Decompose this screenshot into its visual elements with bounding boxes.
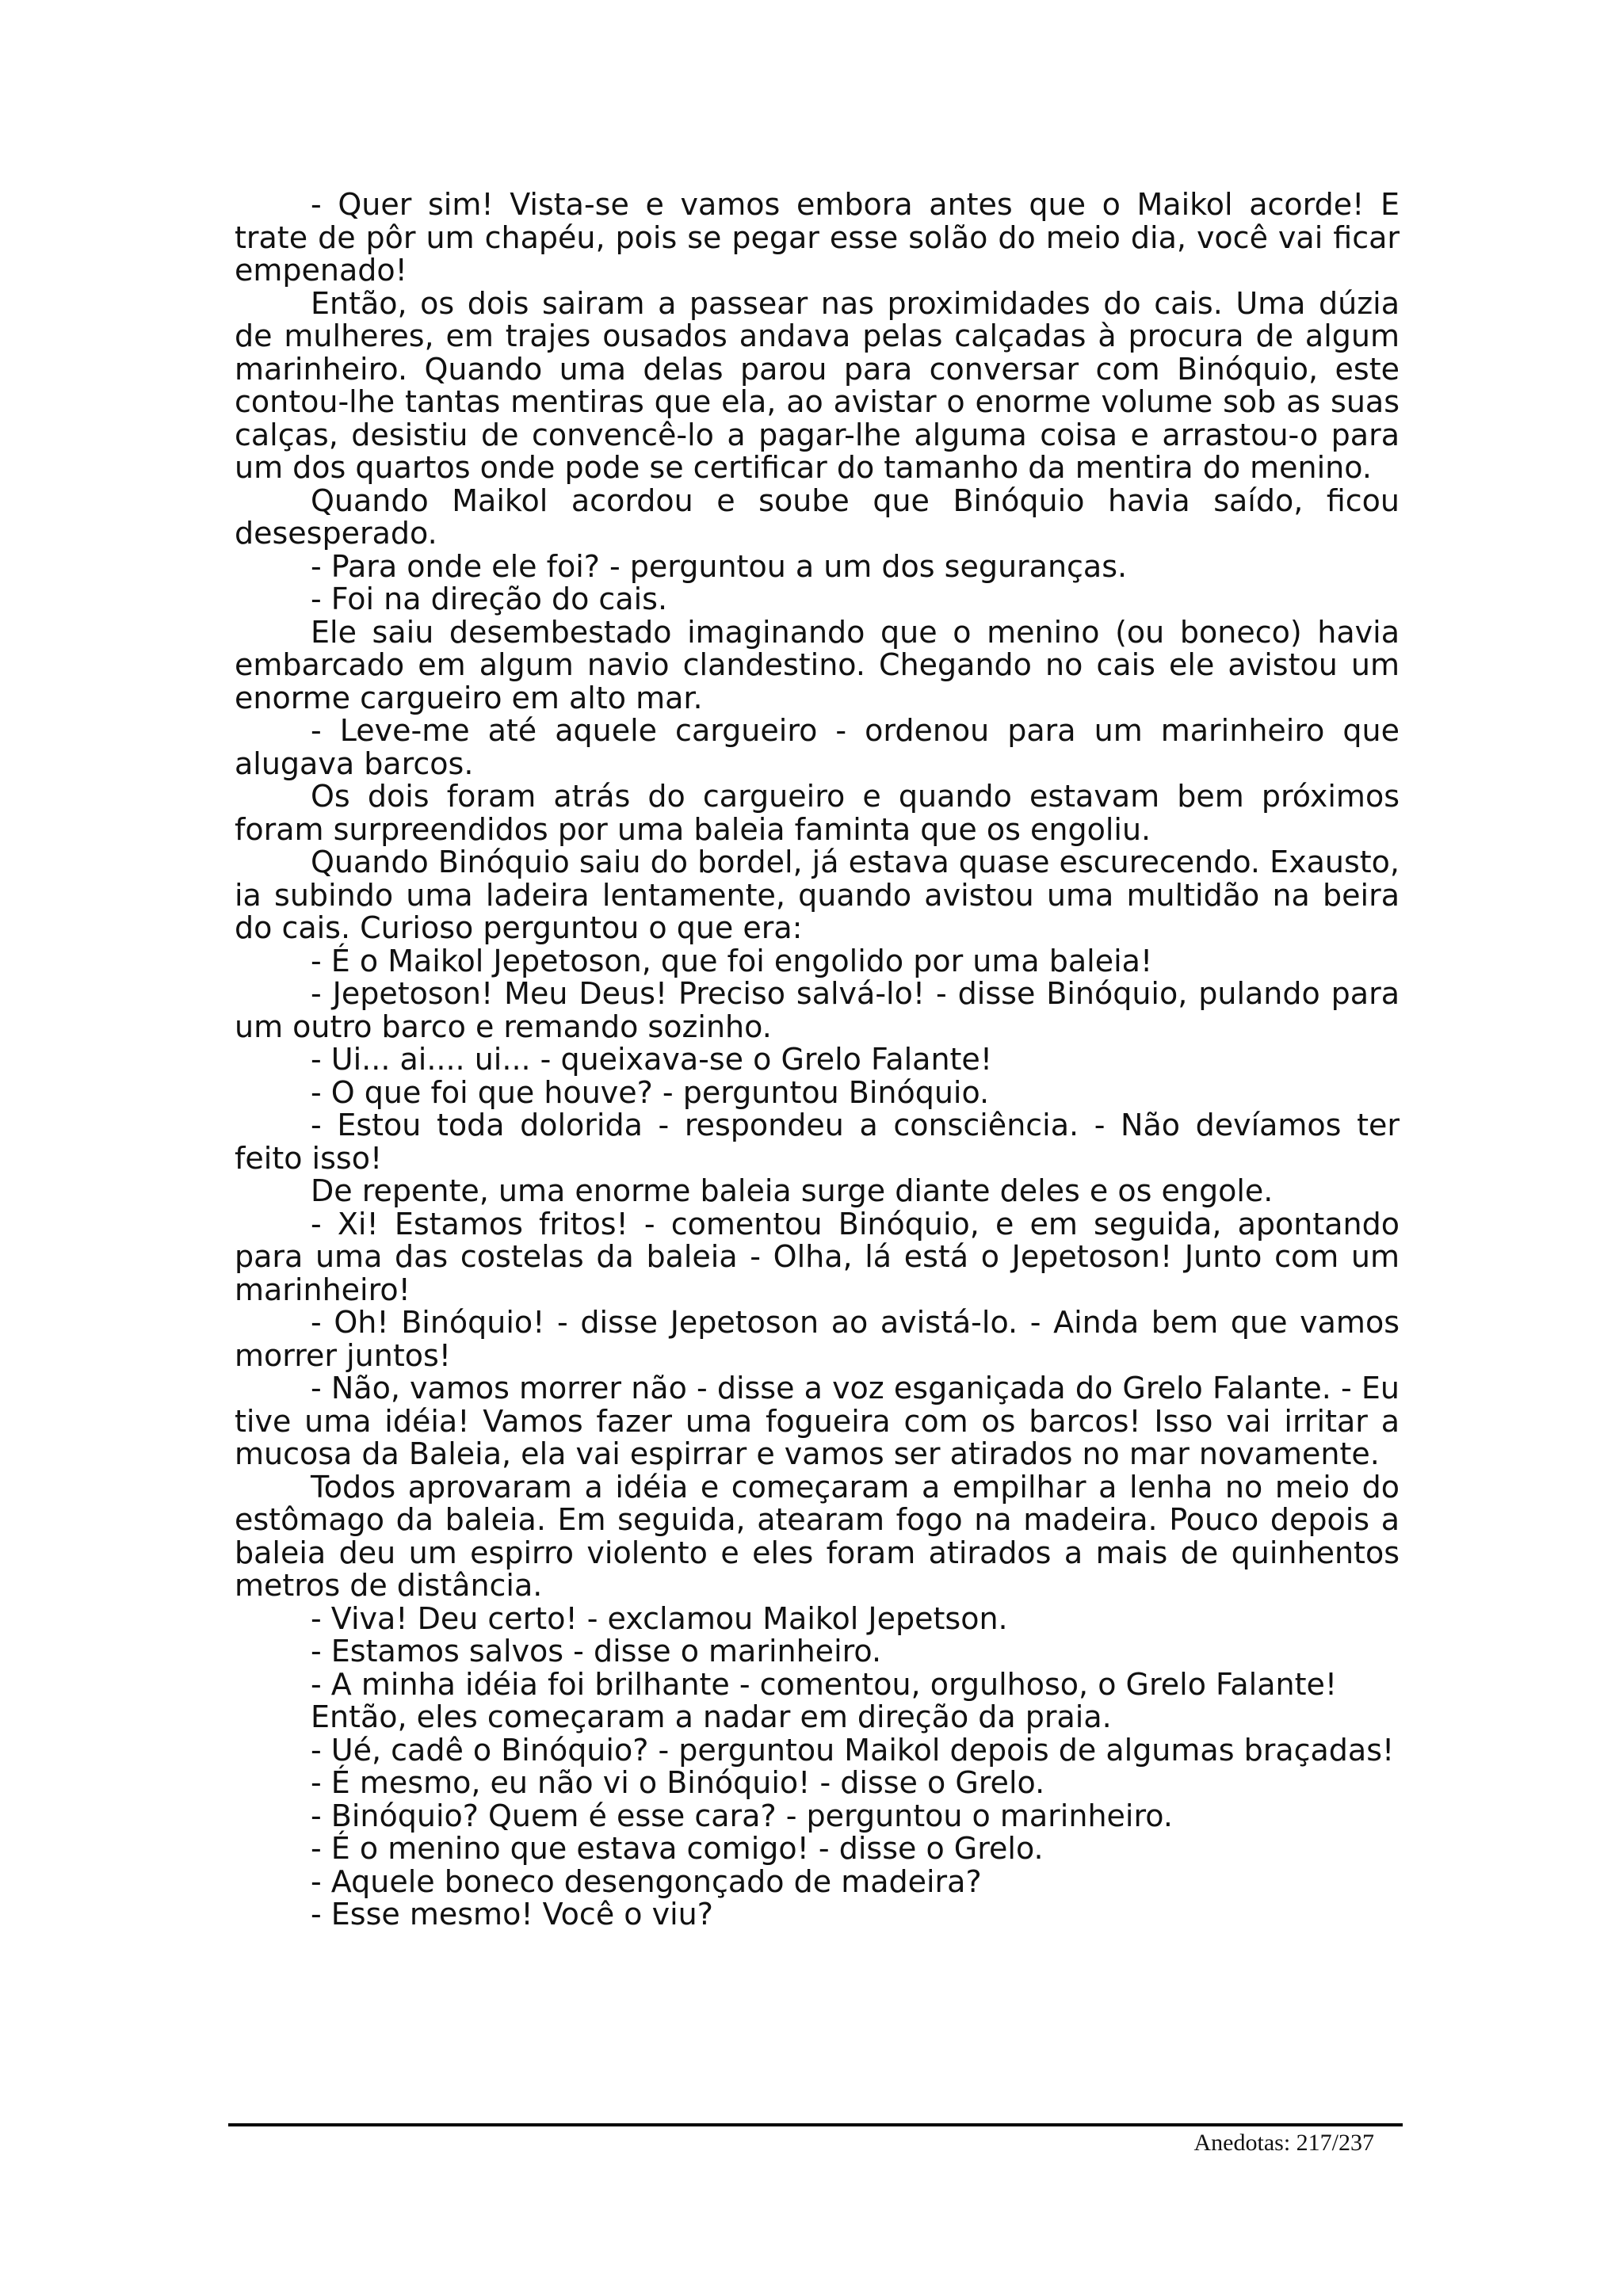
paragraph: Todos aprovaram a idéia e começaram a empilhar a lenha no meio do estômago da baleia. Em seguida, atearam fogo na madeira. Pouco depois a baleia deu um espirro violento e eles foram atirados a mais de quinhentos metros de distância.: [235, 1469, 1400, 1603]
paragraph: - É o menino que estava comigo! - disse o Grelo.: [311, 1831, 1044, 1866]
paragraph: - Estamos salvos - disse o marinheiro.: [311, 1634, 882, 1669]
paragraph: - Xi! Estamos fritos! - comentou Binóquio, e em seguida, apontando para uma das costelas da baleia - Olha, lá está o Jepetoson! Junto com um marinheiro!: [235, 1206, 1400, 1307]
story-text: [235, 189, 1400, 1932]
paragraph: - É mesmo, eu não vi o Binóquio! - disse o Grelo.: [311, 1765, 1045, 1800]
paragraph: - Ui... ai.... ui... - queixava-se o Grelo Falante!: [311, 1042, 993, 1077]
paragraph: - Não, vamos morrer não - disse a voz esganiçada do Grelo Falante. - Eu tive uma idéia! Vamos fazer uma fogueira com os barcos! Isso vai irritar a mucosa da Baleia, ela vai espirrar e vamos ser atirados no mar novamente.: [235, 1371, 1400, 1471]
footer-divider: [228, 2123, 1403, 2126]
paragraph: - Viva! Deu certo! - exclamou Maikol Jepetson.: [311, 1600, 1008, 1636]
paragraph: - Jepetoson! Meu Deus! Preciso salvá-lo! - disse Binóquio, pulando para um outro barco e remando sozinho.: [235, 976, 1400, 1044]
paragraph: - Quer sim! Vista-se e vamos embora antes que o Maikol acorde! E trate de pôr um chapéu, pois se pegar esse solão do meio dia, você vai ficar empenado!: [235, 187, 1400, 288]
paragraph: Ele saiu desembestado imaginando que o menino (ou boneco) havia embarcado em algum navio clandestino. Chegando no cais ele avistou um enorme cargueiro em alto mar.: [235, 614, 1400, 715]
paragraph: - Oh! Binóquio! - disse Jepetoson ao avistá-lo. - Ainda bem que vamos morrer juntos!: [235, 1305, 1400, 1373]
paragraph: - Binóquio? Quem é esse cara? - perguntou o marinheiro.: [311, 1798, 1173, 1833]
page-number-label: Anedotas: 217/237: [1193, 2130, 1374, 2156]
paragraph: Os dois foram atrás do cargueiro e quando estavam bem próximos foram surpreendidos por uma baleia faminta que os engoliu.: [235, 779, 1400, 847]
paragraph: - A minha idéia foi brilhante - comentou, orgulhoso, o Grelo Falante!: [311, 1666, 1338, 1702]
paragraph: - Leve-me até aquele cargueiro - ordenou para um marinheiro que alugava barcos.: [235, 713, 1400, 781]
paragraph: - Para onde ele foi? - perguntou a um dos seguranças.: [311, 548, 1128, 584]
paragraph: - Ué, cadê o Binóquio? - perguntou Maikol depois de algumas braçadas!: [311, 1732, 1395, 1768]
paragraph: Quando Maikol acordou e soube que Binóquio havia saído, ficou desesperado.: [235, 482, 1400, 551]
paragraph: - Estou toda dolorida - respondeu a consciência. - Não devíamos ter feito isso!: [235, 1108, 1400, 1176]
paragraph: Quando Binóquio saiu do bordel, já estava quase escurecendo. Exausto, ia subindo uma ladeira lentamente, quando avistou uma multidão na beira do cais. Curioso perguntou o que era:: [235, 845, 1400, 945]
paragraph: - Foi na direção do cais.: [311, 582, 668, 616]
paragraph: - É o Maikol Jepetoson, que foi engolido por uma baleia!: [311, 943, 1153, 978]
paragraph: - Aquele boneco desengonçado de madeira?: [311, 1863, 982, 1899]
paragraph: - O que foi que houve? - perguntou Binóquio.: [311, 1074, 990, 1110]
paragraph: Então, eles começaram a nadar em direção da praia.: [311, 1699, 1112, 1734]
paragraph: - Esse mesmo! Você o viu?: [311, 1897, 713, 1932]
paragraph: Então, os dois sairam a passear nas proximidades do cais. Uma dúzia de mulheres, em trajes ousados andava pelas calçadas à procura de algum marinheiro. Quando uma delas parou para conversar com Binóquio, este contou-lhe tantas mentiras que ela, ao avistar o enorme volume sob as suas calças, desistiu de convencê-lo a pagar-lhe alguma coisa e arrastou-o para um dos quartos onde pode se certificar do tamanho da mentira do menino.: [235, 285, 1400, 485]
paragraph: De repente, uma enorme baleia surge diante deles e os engole.: [311, 1173, 1274, 1208]
